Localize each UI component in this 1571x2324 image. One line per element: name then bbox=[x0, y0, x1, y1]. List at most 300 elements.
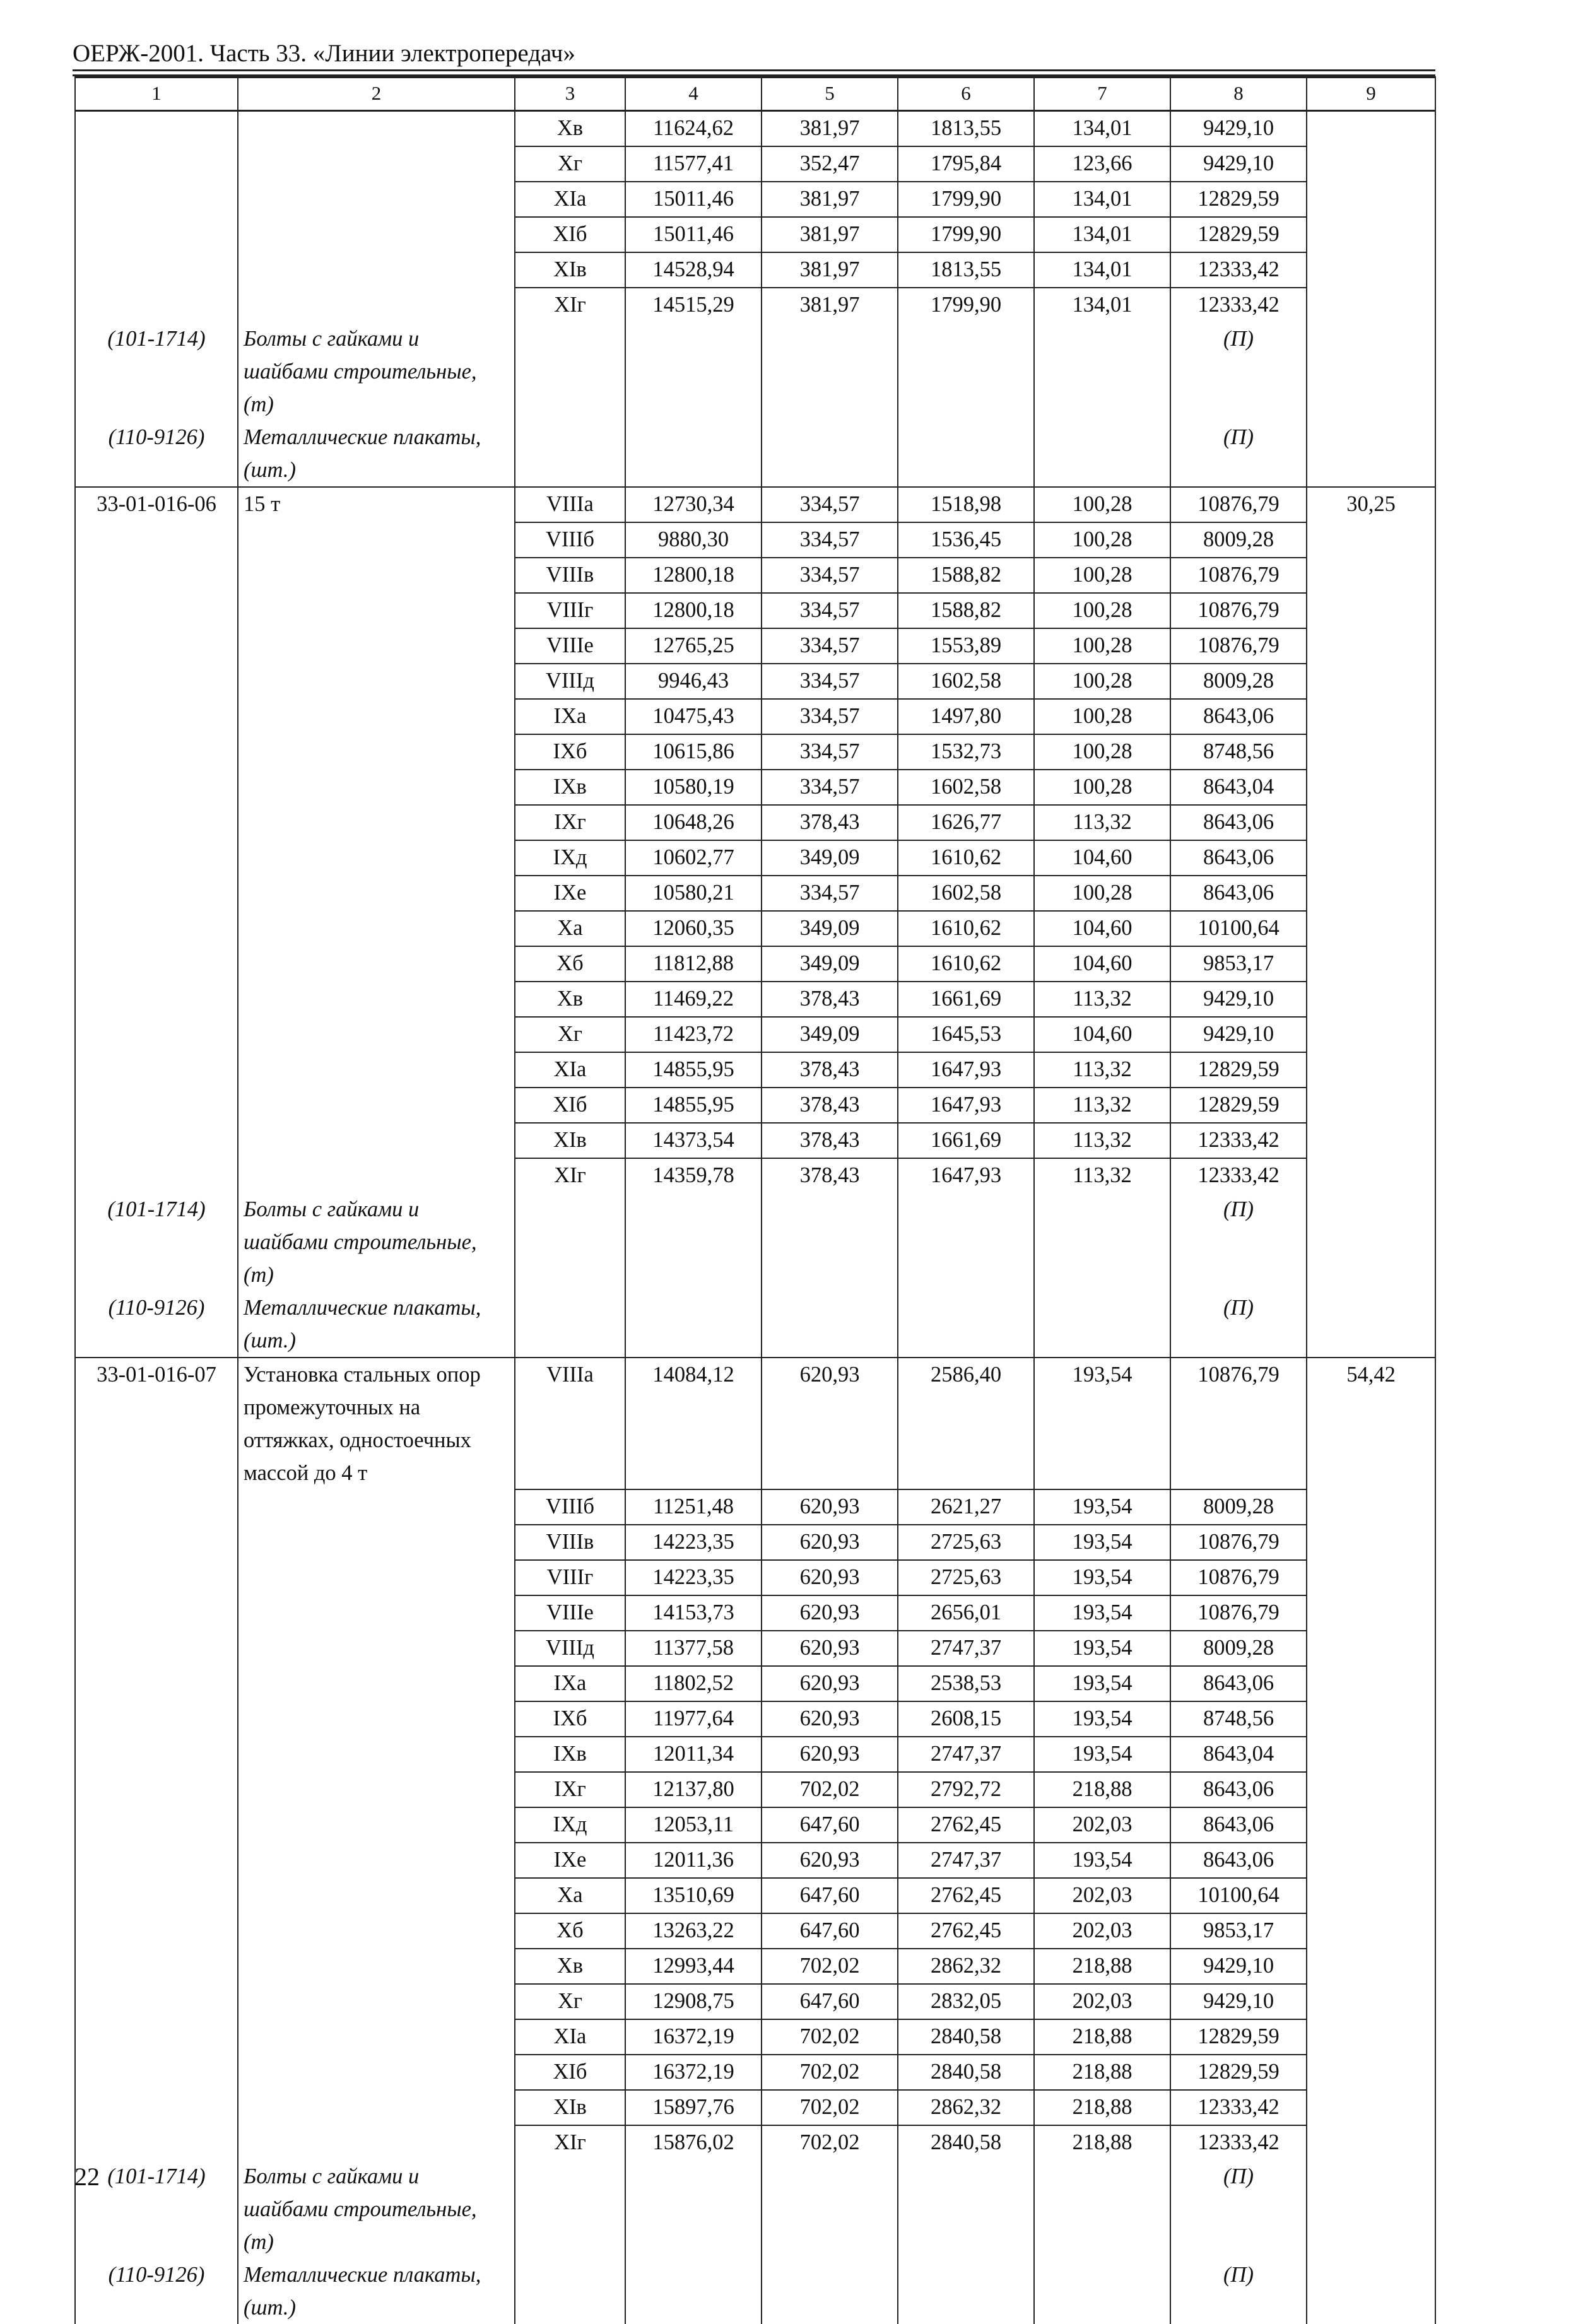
machinist-wages-cell: 113,32 bbox=[1034, 982, 1170, 1017]
materials-cost-cell: 8643,06 bbox=[1170, 699, 1307, 734]
rate-row bbox=[75, 1595, 1435, 1631]
materials-cost-cell: 12829,59 bbox=[1170, 217, 1307, 252]
zone-cell: ХIв bbox=[515, 1123, 625, 1158]
material-unit-cell: (П) bbox=[1170, 2258, 1307, 2324]
materials-cost-cell: 10100,64 bbox=[1170, 1878, 1307, 1913]
machines-cell: 1553,89 bbox=[898, 628, 1034, 664]
zone-cell: IХе bbox=[515, 876, 625, 911]
labor-cell: 54,42 bbox=[1307, 1358, 1435, 1489]
item-code-cell bbox=[75, 1560, 238, 1595]
labor-cell bbox=[1307, 1843, 1435, 1878]
materials-cost-cell: 9429,10 bbox=[1170, 1017, 1307, 1052]
labor-cell bbox=[1307, 946, 1435, 982]
materials-cost-cell: 10876,79 bbox=[1170, 593, 1307, 628]
item-name-cell bbox=[238, 805, 515, 840]
rate-row bbox=[75, 1525, 1435, 1560]
rate-row bbox=[75, 1737, 1435, 1772]
labor-cell bbox=[1307, 1666, 1435, 1701]
item-name-cell bbox=[238, 1949, 515, 1984]
labor-cell bbox=[1307, 805, 1435, 840]
machinist-wages-cell: 113,32 bbox=[1034, 805, 1170, 840]
item-name-cell bbox=[238, 911, 515, 946]
empty-cell bbox=[1307, 322, 1435, 421]
materials-cost-cell: 8643,06 bbox=[1170, 1807, 1307, 1843]
machinist-wages-cell: 218,88 bbox=[1034, 2090, 1170, 2125]
materials-cost-cell: 9853,17 bbox=[1170, 1913, 1307, 1949]
zone-cell: ХIв bbox=[515, 252, 625, 288]
zone-cell: IХе bbox=[515, 1843, 625, 1878]
material-row bbox=[75, 322, 1435, 421]
item-name-cell bbox=[238, 1017, 515, 1052]
machinist-wages-cell: 100,28 bbox=[1034, 664, 1170, 699]
zone-cell: VIIIе bbox=[515, 628, 625, 664]
item-code-cell bbox=[75, 1595, 238, 1631]
item-code-cell bbox=[75, 182, 238, 217]
item-name-cell bbox=[238, 1807, 515, 1843]
machinist-wages-cell: 202,03 bbox=[1034, 1807, 1170, 1843]
column-number: 8 bbox=[1170, 78, 1307, 111]
machinist-wages-cell: 113,32 bbox=[1034, 1088, 1170, 1123]
rate-row bbox=[75, 1701, 1435, 1737]
materials-cost-cell: 8009,28 bbox=[1170, 664, 1307, 699]
materials-cost-cell: 12333,42 bbox=[1170, 1158, 1307, 1193]
labor-cell bbox=[1307, 1595, 1435, 1631]
labor-cell bbox=[1307, 146, 1435, 182]
labor-cell bbox=[1307, 111, 1435, 147]
item-name-cell bbox=[238, 1666, 515, 1701]
rate-row bbox=[75, 805, 1435, 840]
materials-cost-cell: 10876,79 bbox=[1170, 1525, 1307, 1560]
wages-cell: 334,57 bbox=[762, 628, 898, 664]
wages-cell: 702,02 bbox=[762, 2090, 898, 2125]
labor-cell bbox=[1307, 734, 1435, 770]
wages-cell: 702,02 bbox=[762, 1772, 898, 1807]
wages-cell: 334,57 bbox=[762, 558, 898, 593]
labor-cell bbox=[1307, 1631, 1435, 1666]
machines-cell: 1497,80 bbox=[898, 699, 1034, 734]
column-number: 7 bbox=[1034, 78, 1170, 111]
machinist-wages-cell: 193,54 bbox=[1034, 1525, 1170, 1560]
total-cost-cell: 12060,35 bbox=[625, 911, 762, 946]
item-name-cell bbox=[238, 1088, 515, 1123]
total-cost-cell: 10615,86 bbox=[625, 734, 762, 770]
labor-cell bbox=[1307, 664, 1435, 699]
rate-row bbox=[75, 2055, 1435, 2090]
total-cost-cell: 15897,76 bbox=[625, 2090, 762, 2125]
zone-cell: Хг bbox=[515, 1017, 625, 1052]
empty-cell bbox=[898, 1193, 1034, 1291]
machines-cell: 1795,84 bbox=[898, 146, 1034, 182]
item-code-cell bbox=[75, 111, 238, 147]
machines-cell: 2538,53 bbox=[898, 1666, 1034, 1701]
wages-cell: 620,93 bbox=[762, 1489, 898, 1525]
machinist-wages-cell: 218,88 bbox=[1034, 2055, 1170, 2090]
rate-row bbox=[75, 1358, 1435, 1489]
total-cost-cell: 14373,54 bbox=[625, 1123, 762, 1158]
item-code-cell bbox=[75, 1489, 238, 1525]
empty-cell bbox=[1034, 2160, 1170, 2258]
item-name-cell bbox=[238, 734, 515, 770]
wages-cell: 381,97 bbox=[762, 217, 898, 252]
wages-cell: 349,09 bbox=[762, 840, 898, 876]
zone-cell: ХIг bbox=[515, 1158, 625, 1193]
total-cost-cell: 11251,48 bbox=[625, 1489, 762, 1525]
total-cost-cell: 10648,26 bbox=[625, 805, 762, 840]
wages-cell: 378,43 bbox=[762, 982, 898, 1017]
machinist-wages-cell: 134,01 bbox=[1034, 252, 1170, 288]
labor-cell bbox=[1307, 1807, 1435, 1843]
rate-row bbox=[75, 217, 1435, 252]
total-cost-cell: 12053,11 bbox=[625, 1807, 762, 1843]
machinist-wages-cell: 100,28 bbox=[1034, 522, 1170, 558]
labor-cell bbox=[1307, 1772, 1435, 1807]
total-cost-cell: 13263,22 bbox=[625, 1913, 762, 1949]
wages-cell: 334,57 bbox=[762, 487, 898, 522]
labor-cell bbox=[1307, 2125, 1435, 2160]
rate-row bbox=[75, 1123, 1435, 1158]
wages-cell: 378,43 bbox=[762, 1158, 898, 1193]
materials-cost-cell: 10876,79 bbox=[1170, 1358, 1307, 1489]
item-code-cell bbox=[75, 1878, 238, 1913]
wages-cell: 702,02 bbox=[762, 1949, 898, 1984]
rate-row bbox=[75, 911, 1435, 946]
item-code-cell bbox=[75, 1913, 238, 1949]
item-code-cell bbox=[75, 1701, 238, 1737]
material-unit-cell: (П) bbox=[1170, 1193, 1307, 1291]
materials-cost-cell: 8643,06 bbox=[1170, 840, 1307, 876]
machines-cell: 1602,58 bbox=[898, 876, 1034, 911]
materials-cost-cell: 8009,28 bbox=[1170, 1631, 1307, 1666]
rate-row bbox=[75, 1489, 1435, 1525]
zone-cell: IХб bbox=[515, 1701, 625, 1737]
zone-cell: VIIIг bbox=[515, 593, 625, 628]
machinist-wages-cell: 123,66 bbox=[1034, 146, 1170, 182]
wages-cell: 378,43 bbox=[762, 1123, 898, 1158]
labor-cell bbox=[1307, 1913, 1435, 1949]
machinist-wages-cell: 193,54 bbox=[1034, 1489, 1170, 1525]
item-code-cell bbox=[75, 1158, 238, 1193]
material-code-cell: (101-1714) bbox=[75, 322, 238, 421]
item-code-cell bbox=[75, 288, 238, 322]
zone-cell: Хг bbox=[515, 146, 625, 182]
total-cost-cell: 10475,43 bbox=[625, 699, 762, 734]
item-code-cell bbox=[75, 2090, 238, 2125]
item-name-cell bbox=[238, 2055, 515, 2090]
item-name-cell bbox=[238, 593, 515, 628]
zone-cell: VIIIа bbox=[515, 1358, 625, 1489]
rate-row bbox=[75, 146, 1435, 182]
wages-cell: 352,47 bbox=[762, 146, 898, 182]
rate-row bbox=[75, 1666, 1435, 1701]
item-name-cell bbox=[238, 699, 515, 734]
rate-row bbox=[75, 1878, 1435, 1913]
item-code-cell bbox=[75, 558, 238, 593]
machines-cell: 2840,58 bbox=[898, 2019, 1034, 2055]
zone-cell: IХд bbox=[515, 1807, 625, 1843]
item-name-cell bbox=[238, 628, 515, 664]
materials-cost-cell: 8009,28 bbox=[1170, 522, 1307, 558]
zone-cell: IХа bbox=[515, 1666, 625, 1701]
zone-cell: Ха bbox=[515, 911, 625, 946]
empty-cell bbox=[898, 2258, 1034, 2324]
machines-cell: 1647,93 bbox=[898, 1158, 1034, 1193]
item-code-cell bbox=[75, 628, 238, 664]
rate-row bbox=[75, 1088, 1435, 1123]
material-name-cell: Металлические плакаты, (шт.) bbox=[238, 1291, 515, 1358]
machines-cell: 2862,32 bbox=[898, 2090, 1034, 2125]
empty-cell bbox=[898, 421, 1034, 487]
empty-cell bbox=[1307, 2160, 1435, 2258]
column-number: 6 bbox=[898, 78, 1034, 111]
item-code-cell bbox=[75, 2125, 238, 2160]
materials-cost-cell: 12333,42 bbox=[1170, 252, 1307, 288]
item-name-cell: 15 т bbox=[238, 487, 515, 522]
item-name-cell bbox=[238, 840, 515, 876]
machines-cell: 2762,45 bbox=[898, 1913, 1034, 1949]
machinist-wages-cell: 193,54 bbox=[1034, 1358, 1170, 1489]
item-name-cell bbox=[238, 1525, 515, 1560]
total-cost-cell: 9946,43 bbox=[625, 664, 762, 699]
materials-cost-cell: 8643,06 bbox=[1170, 1843, 1307, 1878]
materials-cost-cell: 12829,59 bbox=[1170, 1052, 1307, 1088]
materials-cost-cell: 9429,10 bbox=[1170, 1984, 1307, 2019]
total-cost-cell: 12993,44 bbox=[625, 1949, 762, 1984]
labor-cell bbox=[1307, 2019, 1435, 2055]
machines-cell: 1799,90 bbox=[898, 217, 1034, 252]
item-code-cell bbox=[75, 1052, 238, 1088]
rate-row bbox=[75, 1984, 1435, 2019]
machines-cell: 2747,37 bbox=[898, 1737, 1034, 1772]
machinist-wages-cell: 100,28 bbox=[1034, 628, 1170, 664]
machines-cell: 1813,55 bbox=[898, 252, 1034, 288]
wages-cell: 349,09 bbox=[762, 911, 898, 946]
rate-row bbox=[75, 1017, 1435, 1052]
column-number-row bbox=[75, 78, 1435, 111]
labor-cell bbox=[1307, 2090, 1435, 2125]
empty-cell bbox=[1307, 2258, 1435, 2324]
machinist-wages-cell: 104,60 bbox=[1034, 946, 1170, 982]
item-name-cell bbox=[238, 111, 515, 147]
rate-row bbox=[75, 1772, 1435, 1807]
zone-cell: VIIIе bbox=[515, 1595, 625, 1631]
machines-cell: 2862,32 bbox=[898, 1949, 1034, 1984]
total-cost-cell: 14223,35 bbox=[625, 1525, 762, 1560]
labor-cell bbox=[1307, 1052, 1435, 1088]
zone-cell: VIIIб bbox=[515, 1489, 625, 1525]
zone-cell: VIIIв bbox=[515, 558, 625, 593]
item-code-cell bbox=[75, 252, 238, 288]
machines-cell: 1602,58 bbox=[898, 664, 1034, 699]
zone-cell: ХIг bbox=[515, 288, 625, 322]
material-row bbox=[75, 2160, 1435, 2258]
item-code-cell bbox=[75, 664, 238, 699]
item-code-cell bbox=[75, 982, 238, 1017]
rate-row bbox=[75, 664, 1435, 699]
total-cost-cell: 13510,69 bbox=[625, 1878, 762, 1913]
machines-cell: 2762,45 bbox=[898, 1878, 1034, 1913]
item-code-cell bbox=[75, 1525, 238, 1560]
rate-row bbox=[75, 628, 1435, 664]
item-code-cell bbox=[75, 1984, 238, 2019]
rate-row bbox=[75, 1560, 1435, 1595]
materials-cost-cell: 10876,79 bbox=[1170, 1595, 1307, 1631]
rate-row bbox=[75, 946, 1435, 982]
empty-cell bbox=[898, 2160, 1034, 2258]
rate-row bbox=[75, 288, 1435, 322]
item-code-cell bbox=[75, 146, 238, 182]
machinist-wages-cell: 193,54 bbox=[1034, 1560, 1170, 1595]
empty-cell bbox=[625, 2160, 762, 2258]
machinist-wages-cell: 134,01 bbox=[1034, 111, 1170, 147]
labor-cell: 30,25 bbox=[1307, 487, 1435, 522]
labor-cell bbox=[1307, 982, 1435, 1017]
zone-cell: ХIг bbox=[515, 2125, 625, 2160]
labor-cell bbox=[1307, 876, 1435, 911]
item-name-cell bbox=[238, 982, 515, 1017]
item-name-cell bbox=[238, 1123, 515, 1158]
wages-cell: 620,93 bbox=[762, 1631, 898, 1666]
material-row bbox=[75, 421, 1435, 487]
total-cost-cell: 12137,80 bbox=[625, 1772, 762, 1807]
total-cost-cell: 11577,41 bbox=[625, 146, 762, 182]
materials-cost-cell: 8643,06 bbox=[1170, 1666, 1307, 1701]
labor-cell bbox=[1307, 699, 1435, 734]
rate-row bbox=[75, 522, 1435, 558]
machines-cell: 1626,77 bbox=[898, 805, 1034, 840]
item-name-cell bbox=[238, 1701, 515, 1737]
wages-cell: 378,43 bbox=[762, 1088, 898, 1123]
item-code-cell bbox=[75, 946, 238, 982]
item-code-cell bbox=[75, 2055, 238, 2090]
item-code-cell bbox=[75, 2019, 238, 2055]
machinist-wages-cell: 193,54 bbox=[1034, 1666, 1170, 1701]
machinist-wages-cell: 113,32 bbox=[1034, 1052, 1170, 1088]
total-cost-cell: 11469,22 bbox=[625, 982, 762, 1017]
machines-cell: 2725,63 bbox=[898, 1560, 1034, 1595]
item-name-cell bbox=[238, 1737, 515, 1772]
rates-table bbox=[74, 76, 1436, 2324]
item-name-cell bbox=[238, 1489, 515, 1525]
item-name-cell bbox=[238, 770, 515, 805]
column-number: 9 bbox=[1307, 78, 1435, 111]
item-code-cell bbox=[75, 876, 238, 911]
rate-row bbox=[75, 1052, 1435, 1088]
empty-cell bbox=[762, 2160, 898, 2258]
rate-row bbox=[75, 1843, 1435, 1878]
empty-cell bbox=[898, 322, 1034, 421]
machines-cell: 1610,62 bbox=[898, 840, 1034, 876]
machinist-wages-cell: 134,01 bbox=[1034, 217, 1170, 252]
machines-cell: 2747,37 bbox=[898, 1843, 1034, 1878]
materials-cost-cell: 10100,64 bbox=[1170, 911, 1307, 946]
materials-cost-cell: 12333,42 bbox=[1170, 2125, 1307, 2160]
wages-cell: 647,60 bbox=[762, 1913, 898, 1949]
machines-cell: 1647,93 bbox=[898, 1088, 1034, 1123]
item-code-cell bbox=[75, 1737, 238, 1772]
item-code-cell bbox=[75, 1088, 238, 1123]
zone-cell: Хг bbox=[515, 1984, 625, 2019]
total-cost-cell: 10580,21 bbox=[625, 876, 762, 911]
total-cost-cell: 15011,46 bbox=[625, 182, 762, 217]
labor-cell bbox=[1307, 217, 1435, 252]
item-name-cell bbox=[238, 217, 515, 252]
item-code-cell bbox=[75, 1631, 238, 1666]
labor-cell bbox=[1307, 770, 1435, 805]
empty-cell bbox=[625, 1193, 762, 1291]
machinist-wages-cell: 113,32 bbox=[1034, 1123, 1170, 1158]
labor-cell bbox=[1307, 911, 1435, 946]
total-cost-cell: 12011,34 bbox=[625, 1737, 762, 1772]
material-unit-cell: (П) bbox=[1170, 1291, 1307, 1358]
wages-cell: 349,09 bbox=[762, 1017, 898, 1052]
wages-cell: 647,60 bbox=[762, 1878, 898, 1913]
item-name-cell bbox=[238, 1913, 515, 1949]
machines-cell: 1532,73 bbox=[898, 734, 1034, 770]
zone-cell: Хв bbox=[515, 111, 625, 147]
machinist-wages-cell: 134,01 bbox=[1034, 182, 1170, 217]
empty-cell bbox=[625, 421, 762, 487]
machinist-wages-cell: 218,88 bbox=[1034, 2019, 1170, 2055]
total-cost-cell: 10602,77 bbox=[625, 840, 762, 876]
zone-cell: Ха bbox=[515, 1878, 625, 1913]
zone-cell: IХв bbox=[515, 1737, 625, 1772]
wages-cell: 620,93 bbox=[762, 1737, 898, 1772]
total-cost-cell: 14223,35 bbox=[625, 1560, 762, 1595]
machines-cell: 1661,69 bbox=[898, 982, 1034, 1017]
wages-cell: 381,97 bbox=[762, 288, 898, 322]
total-cost-cell: 12011,36 bbox=[625, 1843, 762, 1878]
wages-cell: 620,93 bbox=[762, 1525, 898, 1560]
rate-row bbox=[75, 1949, 1435, 1984]
machines-cell: 2792,72 bbox=[898, 1772, 1034, 1807]
wages-cell: 620,93 bbox=[762, 1843, 898, 1878]
rate-row bbox=[75, 2090, 1435, 2125]
column-number: 4 bbox=[625, 78, 762, 111]
labor-cell bbox=[1307, 1158, 1435, 1193]
rate-row bbox=[75, 699, 1435, 734]
rate-row bbox=[75, 1158, 1435, 1193]
total-cost-cell: 14359,78 bbox=[625, 1158, 762, 1193]
empty-cell bbox=[515, 322, 625, 421]
empty-cell bbox=[898, 1291, 1034, 1358]
machinist-wages-cell: 113,32 bbox=[1034, 1158, 1170, 1193]
machinist-wages-cell: 193,54 bbox=[1034, 1701, 1170, 1737]
zone-cell: VIIIг bbox=[515, 1560, 625, 1595]
total-cost-cell: 12730,34 bbox=[625, 487, 762, 522]
zone-cell: ХIа bbox=[515, 182, 625, 217]
item-name-cell bbox=[238, 288, 515, 322]
item-name-cell bbox=[238, 1843, 515, 1878]
machines-cell: 1813,55 bbox=[898, 111, 1034, 147]
machines-cell: 2725,63 bbox=[898, 1525, 1034, 1560]
zone-cell: IХг bbox=[515, 1772, 625, 1807]
machinist-wages-cell: 104,60 bbox=[1034, 840, 1170, 876]
wages-cell: 702,02 bbox=[762, 2019, 898, 2055]
materials-cost-cell: 8643,04 bbox=[1170, 1737, 1307, 1772]
machinist-wages-cell: 100,28 bbox=[1034, 734, 1170, 770]
empty-cell bbox=[762, 421, 898, 487]
total-cost-cell: 16372,19 bbox=[625, 2019, 762, 2055]
machinist-wages-cell: 193,54 bbox=[1034, 1595, 1170, 1631]
empty-cell bbox=[625, 322, 762, 421]
total-cost-cell: 14515,29 bbox=[625, 288, 762, 322]
total-cost-cell: 15011,46 bbox=[625, 217, 762, 252]
zone-cell: VIIIд bbox=[515, 1631, 625, 1666]
item-name-cell bbox=[238, 1984, 515, 2019]
machines-cell: 2840,58 bbox=[898, 2125, 1034, 2160]
zone-cell: IХа bbox=[515, 699, 625, 734]
wages-cell: 702,02 bbox=[762, 2055, 898, 2090]
